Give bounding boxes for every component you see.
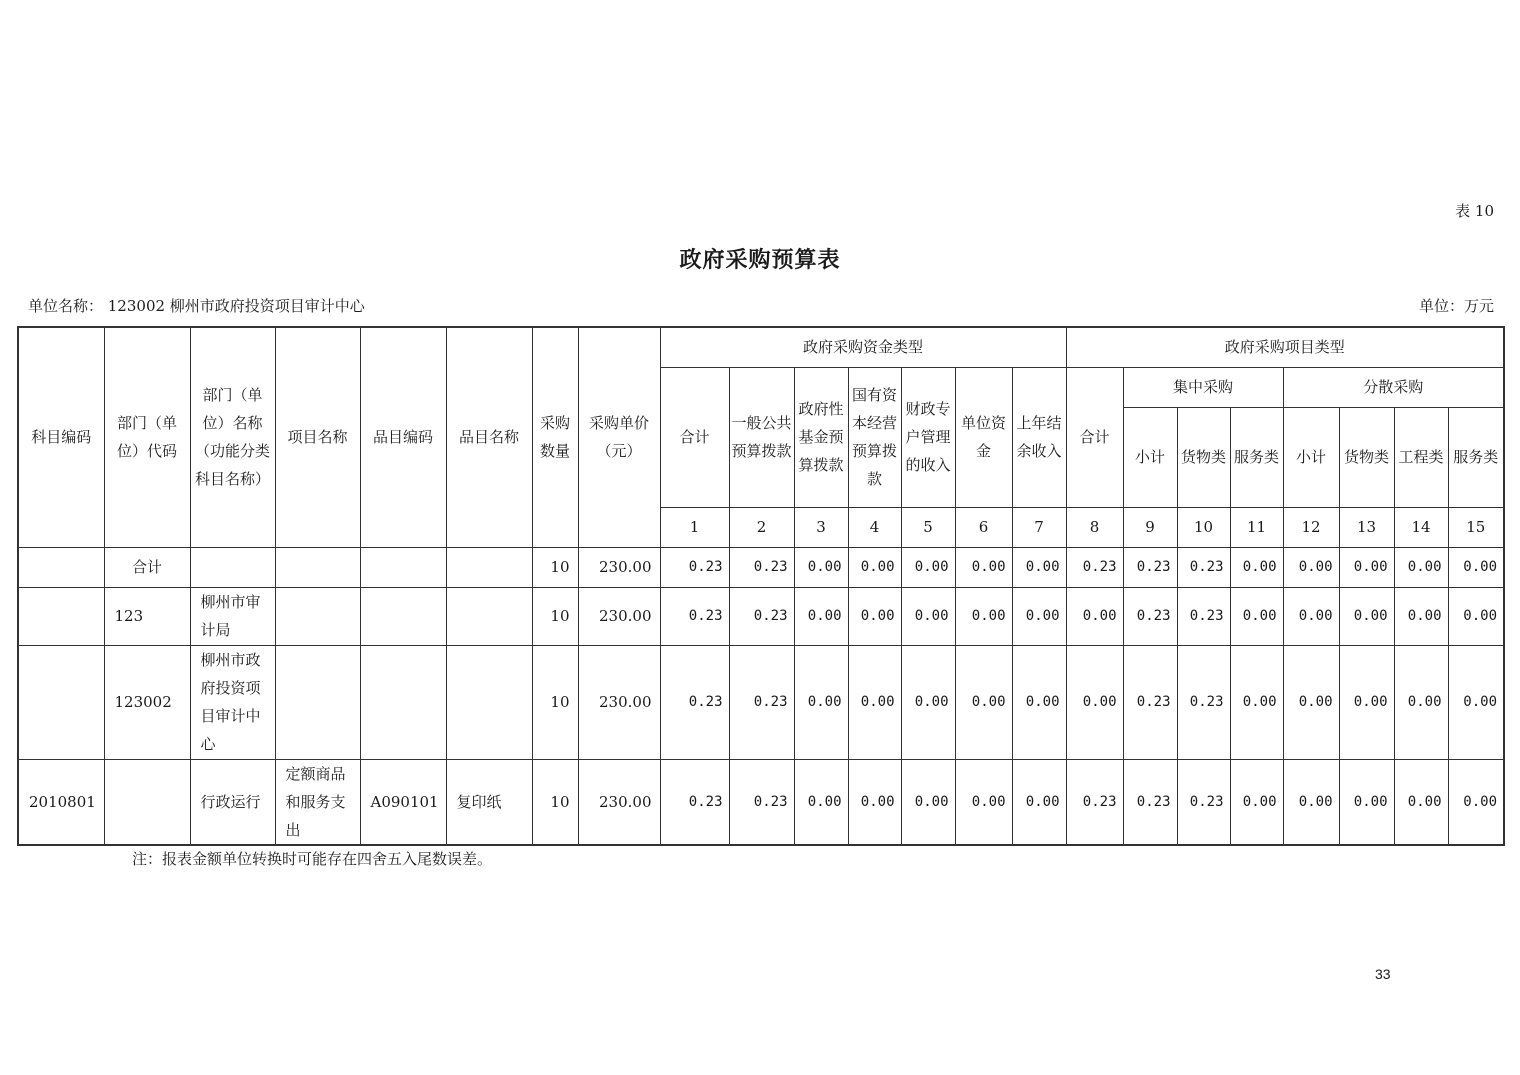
column-number: 14 [1394, 507, 1448, 547]
column-number: 7 [1012, 507, 1066, 547]
header-state-capital-budget: 国有资本经营预算拨款 [848, 367, 901, 507]
column-number: 5 [901, 507, 955, 547]
cell-dept-code: 123002 [104, 645, 190, 759]
header-central-procurement: 集中采购 [1123, 367, 1283, 407]
cell-amount-col-11: 0.00 [1230, 587, 1283, 645]
cell-dept-code: 合计 [104, 547, 190, 587]
cell-project-name [275, 587, 360, 645]
cell-dept-name: 行政运行 [190, 759, 275, 845]
cell-item-code: A090101 [360, 759, 446, 845]
column-number: 6 [955, 507, 1012, 547]
cell-amount-col-7: 0.00 [1012, 547, 1066, 587]
cell-amount-col-13: 0.00 [1339, 759, 1394, 845]
column-number: 4 [848, 507, 901, 547]
cell-amount-col-4: 0.00 [848, 645, 901, 759]
table-number: 表 10 [1455, 202, 1494, 220]
header-fund-total: 合计 [660, 367, 729, 507]
table-header [18, 327, 1504, 547]
cell-item-code [360, 547, 446, 587]
column-number: 9 [1123, 507, 1177, 547]
cell-amount-col-14: 0.00 [1394, 547, 1448, 587]
cell-amount-col-10: 0.23 [1177, 587, 1230, 645]
cell-item-code [360, 587, 446, 645]
cell-amount-col-13: 0.00 [1339, 645, 1394, 759]
cell-amount-col-10: 0.23 [1177, 645, 1230, 759]
footnote: 注：报表金额单位转换时可能存在四舍五入尾数误差。 [132, 850, 493, 868]
header-dispersed-engineering: 工程类 [1394, 407, 1448, 507]
cell-amount-col-10: 0.23 [1177, 547, 1230, 587]
column-number: 1 [660, 507, 729, 547]
cell-amount-col-7: 0.00 [1012, 645, 1066, 759]
cell-unit-price: 230.00 [578, 547, 660, 587]
cell-amount-col-6: 0.00 [955, 645, 1012, 759]
cell-amount-col-1: 0.23 [660, 587, 729, 645]
cell-amount-col-5: 0.00 [901, 547, 955, 587]
cell-project-name [275, 547, 360, 587]
cell-unit-price: 230.00 [578, 759, 660, 845]
page-number: 33 [1375, 966, 1391, 982]
cell-amount-col-15: 0.00 [1448, 587, 1504, 645]
cell-amount-col-2: 0.23 [729, 645, 794, 759]
header-fiscal-special-account: 财政专户管理的收入 [901, 367, 955, 507]
column-number: 3 [794, 507, 848, 547]
cell-dept-code [104, 759, 190, 845]
column-number: 13 [1339, 507, 1394, 547]
cell-amount-col-14: 0.00 [1394, 759, 1448, 845]
cell-amount-col-1: 0.23 [660, 759, 729, 845]
cell-unit-price: 230.00 [578, 645, 660, 759]
cell-amount-col-14: 0.00 [1394, 587, 1448, 645]
table-row [18, 587, 1504, 645]
cell-amount-col-10: 0.23 [1177, 759, 1230, 845]
cell-amount-col-7: 0.00 [1012, 759, 1066, 845]
header-gov-fund-budget: 政府性基金预算拨款 [794, 367, 848, 507]
cell-amount-col-11: 0.00 [1230, 547, 1283, 587]
cell-amount-col-9: 0.23 [1123, 547, 1177, 587]
cell-amount-col-3: 0.00 [794, 645, 848, 759]
header-dispersed-goods: 货物类 [1339, 407, 1394, 507]
cell-amount-col-8: 0.00 [1066, 587, 1123, 645]
page-title: 政府采购预算表 [679, 247, 841, 273]
header-central-services: 服务类 [1230, 407, 1283, 507]
procurement-budget-table [17, 326, 1505, 846]
cell-amount-col-6: 0.00 [955, 587, 1012, 645]
cell-amount-col-3: 0.00 [794, 587, 848, 645]
cell-dept-name: 柳州市政府投资项目审计中心 [190, 645, 275, 759]
unit-name-label: 单位名称： 123002 柳州市政府投资项目审计中心 [28, 297, 365, 315]
cell-amount-col-9: 0.23 [1123, 587, 1177, 645]
cell-dept-name [190, 547, 275, 587]
cell-subject-code [18, 587, 104, 645]
cell-amount-col-5: 0.00 [901, 645, 955, 759]
cell-amount-col-8: 0.23 [1066, 547, 1123, 587]
column-number: 12 [1283, 507, 1339, 547]
cell-amount-col-11: 0.00 [1230, 645, 1283, 759]
header-dept-name: 部门（单位）名称（功能分类科目名称） [190, 327, 275, 547]
cell-subject-code: 2010801 [18, 759, 104, 845]
cell-amount-col-4: 0.00 [848, 547, 901, 587]
cell-amount-col-7: 0.00 [1012, 587, 1066, 645]
currency-unit-label: 单位：万元 [1418, 297, 1494, 315]
cell-amount-col-8: 0.00 [1066, 645, 1123, 759]
cell-amount-col-12: 0.00 [1283, 759, 1339, 845]
cell-unit-price: 230.00 [578, 587, 660, 645]
cell-amount-col-8: 0.23 [1066, 759, 1123, 845]
cell-item-name [446, 645, 532, 759]
header-subject-code: 科目编码 [18, 327, 104, 547]
header-dispersed-procurement: 分散采购 [1283, 367, 1504, 407]
table-body [18, 547, 1504, 845]
cell-amount-col-13: 0.00 [1339, 587, 1394, 645]
header-project-name: 项目名称 [275, 327, 360, 547]
cell-quantity: 10 [532, 547, 578, 587]
header-central-goods: 货物类 [1177, 407, 1230, 507]
header-unit-fund: 单位资金 [955, 367, 1012, 507]
cell-project-name: 定额商品和服务支出 [275, 759, 360, 845]
cell-subject-code [18, 547, 104, 587]
cell-amount-col-3: 0.00 [794, 547, 848, 587]
cell-project-name [275, 645, 360, 759]
table-row [18, 547, 1504, 587]
cell-amount-col-12: 0.00 [1283, 547, 1339, 587]
header-dispersed-subtotal: 小计 [1283, 407, 1339, 507]
column-number: 15 [1448, 507, 1504, 547]
header-unit-price: 采购单价（元） [578, 327, 660, 547]
header-quantity: 采购数量 [532, 327, 578, 547]
cell-amount-col-6: 0.00 [955, 759, 1012, 845]
header-project-total: 合计 [1066, 367, 1123, 507]
cell-amount-col-2: 0.23 [729, 547, 794, 587]
cell-amount-col-1: 0.23 [660, 547, 729, 587]
cell-quantity: 10 [532, 645, 578, 759]
cell-quantity: 10 [532, 587, 578, 645]
cell-item-name [446, 587, 532, 645]
cell-subject-code [18, 645, 104, 759]
header-last-year-balance: 上年结余收入 [1012, 367, 1066, 507]
column-number: 2 [729, 507, 794, 547]
cell-amount-col-9: 0.23 [1123, 645, 1177, 759]
header-general-budget: 一般公共预算拨款 [729, 367, 794, 507]
cell-amount-col-11: 0.00 [1230, 759, 1283, 845]
cell-amount-col-15: 0.00 [1448, 645, 1504, 759]
header-fund-type-group: 政府采购资金类型 [660, 327, 1066, 367]
cell-dept-code: 123 [104, 587, 190, 645]
header-dispersed-services: 服务类 [1448, 407, 1504, 507]
cell-amount-col-2: 0.23 [729, 587, 794, 645]
header-project-type-group: 政府采购项目类型 [1066, 327, 1504, 367]
cell-amount-col-3: 0.00 [794, 759, 848, 845]
cell-amount-col-12: 0.00 [1283, 587, 1339, 645]
cell-item-name: 复印纸 [446, 759, 532, 845]
cell-amount-col-2: 0.23 [729, 759, 794, 845]
cell-amount-col-4: 0.00 [848, 759, 901, 845]
header-central-subtotal: 小计 [1123, 407, 1177, 507]
header-item-code: 品目编码 [360, 327, 446, 547]
cell-amount-col-15: 0.00 [1448, 759, 1504, 845]
cell-amount-col-13: 0.00 [1339, 547, 1394, 587]
cell-amount-col-9: 0.23 [1123, 759, 1177, 845]
cell-amount-col-14: 0.00 [1394, 645, 1448, 759]
column-number: 8 [1066, 507, 1123, 547]
cell-amount-col-12: 0.00 [1283, 645, 1339, 759]
cell-amount-col-15: 0.00 [1448, 547, 1504, 587]
table-row [18, 645, 1504, 759]
cell-amount-col-5: 0.00 [901, 587, 955, 645]
cell-quantity: 10 [532, 759, 578, 845]
header-dept-code: 部门（单位）代码 [104, 327, 190, 547]
cell-amount-col-5: 0.00 [901, 759, 955, 845]
header-item-name: 品目名称 [446, 327, 532, 547]
cell-item-code [360, 645, 446, 759]
cell-amount-col-1: 0.23 [660, 645, 729, 759]
cell-amount-col-4: 0.00 [848, 587, 901, 645]
cell-item-name [446, 547, 532, 587]
table-row [18, 759, 1504, 845]
column-number: 11 [1230, 507, 1283, 547]
cell-dept-name: 柳州市审计局 [190, 587, 275, 645]
cell-amount-col-6: 0.00 [955, 547, 1012, 587]
column-number: 10 [1177, 507, 1230, 547]
